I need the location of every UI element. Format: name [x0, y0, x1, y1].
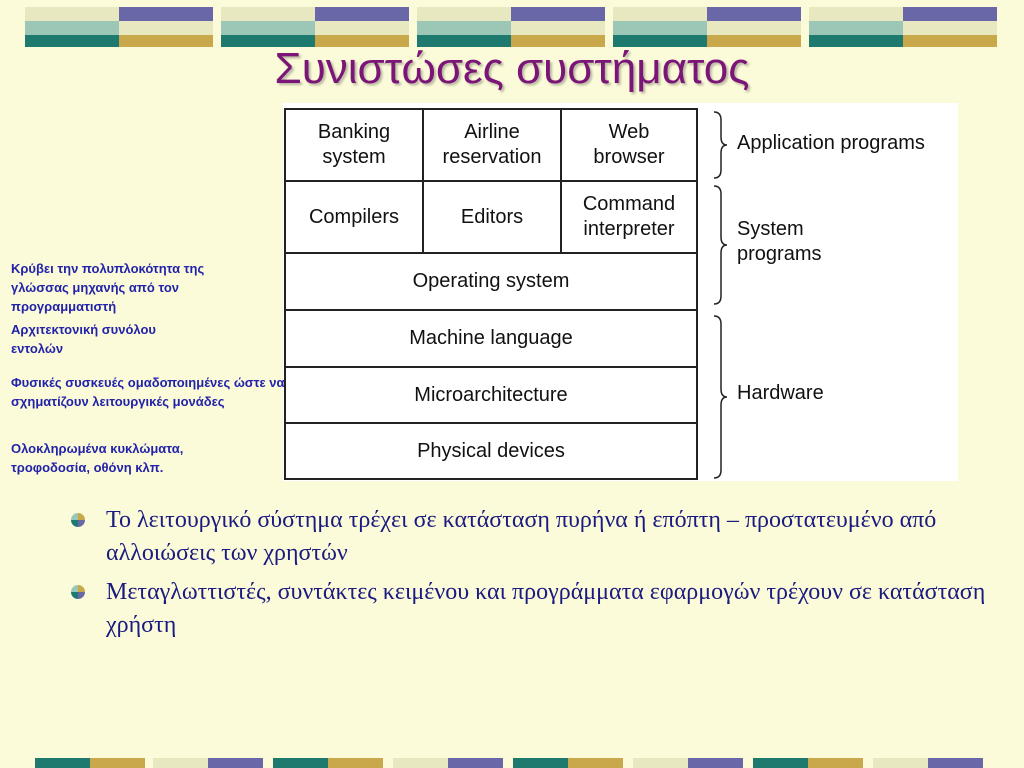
side-note-os: Κρύβει την πολυπλοκότητα της γλώσσας μηχανής από τον προγραμματιστή [11, 261, 205, 314]
banner-tile [273, 758, 328, 768]
cell-web-browser: Web browser [562, 110, 696, 182]
top-decorative-banner [0, 0, 1024, 50]
bullet-text: Μεταγλωττιστές, συντάκτες κειμένου και προγράμματα εφαρμογών τρέχουν σε κατάσταση χρήστη [106, 579, 986, 638]
bullet-list [70, 504, 990, 648]
bullet-pie-icon [70, 512, 86, 528]
side-note-physical: Ολοκληρωμένα κυκλώματα, τροφοδοσία, οθόνη κλπ. [11, 441, 184, 475]
bottom-decorative-banner [0, 758, 1024, 768]
banner-tile [417, 7, 605, 47]
banner-tile [448, 758, 503, 768]
group-label-hardware: Hardware [737, 382, 824, 404]
curly-brace-icon [712, 314, 728, 480]
banner-tile [809, 7, 997, 47]
group-label-system: System programs [737, 218, 822, 265]
banner-tile [928, 758, 983, 768]
cell-machine-language: Machine language [286, 311, 696, 368]
banner-tile [633, 758, 688, 768]
banner-tile [873, 758, 928, 768]
banner-tile [688, 758, 743, 768]
banner-tile [808, 758, 863, 768]
layer-diagram [284, 108, 698, 480]
banner-tile [513, 758, 568, 768]
banner-tile [568, 758, 623, 768]
banner-tile [208, 758, 263, 768]
banner-tile [753, 758, 808, 768]
banner-tile [153, 758, 208, 768]
banner-tile [221, 7, 409, 47]
banner-tile [328, 758, 383, 768]
cell-physical-devices: Physical devices [417, 439, 565, 462]
bullet-text: Το λειτουργικό σύστημα τρέχει σε κατάσταση πυρήνα ή επόπτη – προστατευμένο από αλλοιώσεις των χρηστών [106, 507, 937, 566]
bullet-pie-icon [70, 584, 86, 600]
banner-tile [35, 758, 90, 768]
banner-tile [90, 758, 145, 768]
group-label-application: Application programs [737, 132, 925, 154]
side-note-microarch: Φυσικές συσκευές ομαδοποιημένες ώστε να σχηματίζουν λειτουργικές μονάδες [11, 375, 285, 409]
cell-microarchitecture: Microarchitecture [286, 368, 696, 424]
cell-command-interpreter: Command interpreter [562, 182, 696, 254]
cell-airline-reservation: Airline reservation [424, 110, 562, 182]
curly-brace-icon [712, 110, 728, 180]
cell-operating-system: Operating system [286, 254, 696, 311]
list-item [70, 576, 990, 642]
banner-tile [25, 7, 213, 47]
list-item [70, 504, 990, 570]
cell-editors: Editors [424, 182, 562, 254]
side-note-isa: Αρχιτεκτονική συνόλου εντολών [11, 322, 156, 356]
banner-tile [393, 758, 448, 768]
cell-banking-system: Banking system [286, 110, 424, 182]
banner-tile [613, 7, 801, 47]
cell-compilers: Compilers [286, 182, 424, 254]
slide-title: Συνιστώσες συστήματος [274, 44, 750, 93]
curly-brace-icon [712, 184, 728, 306]
